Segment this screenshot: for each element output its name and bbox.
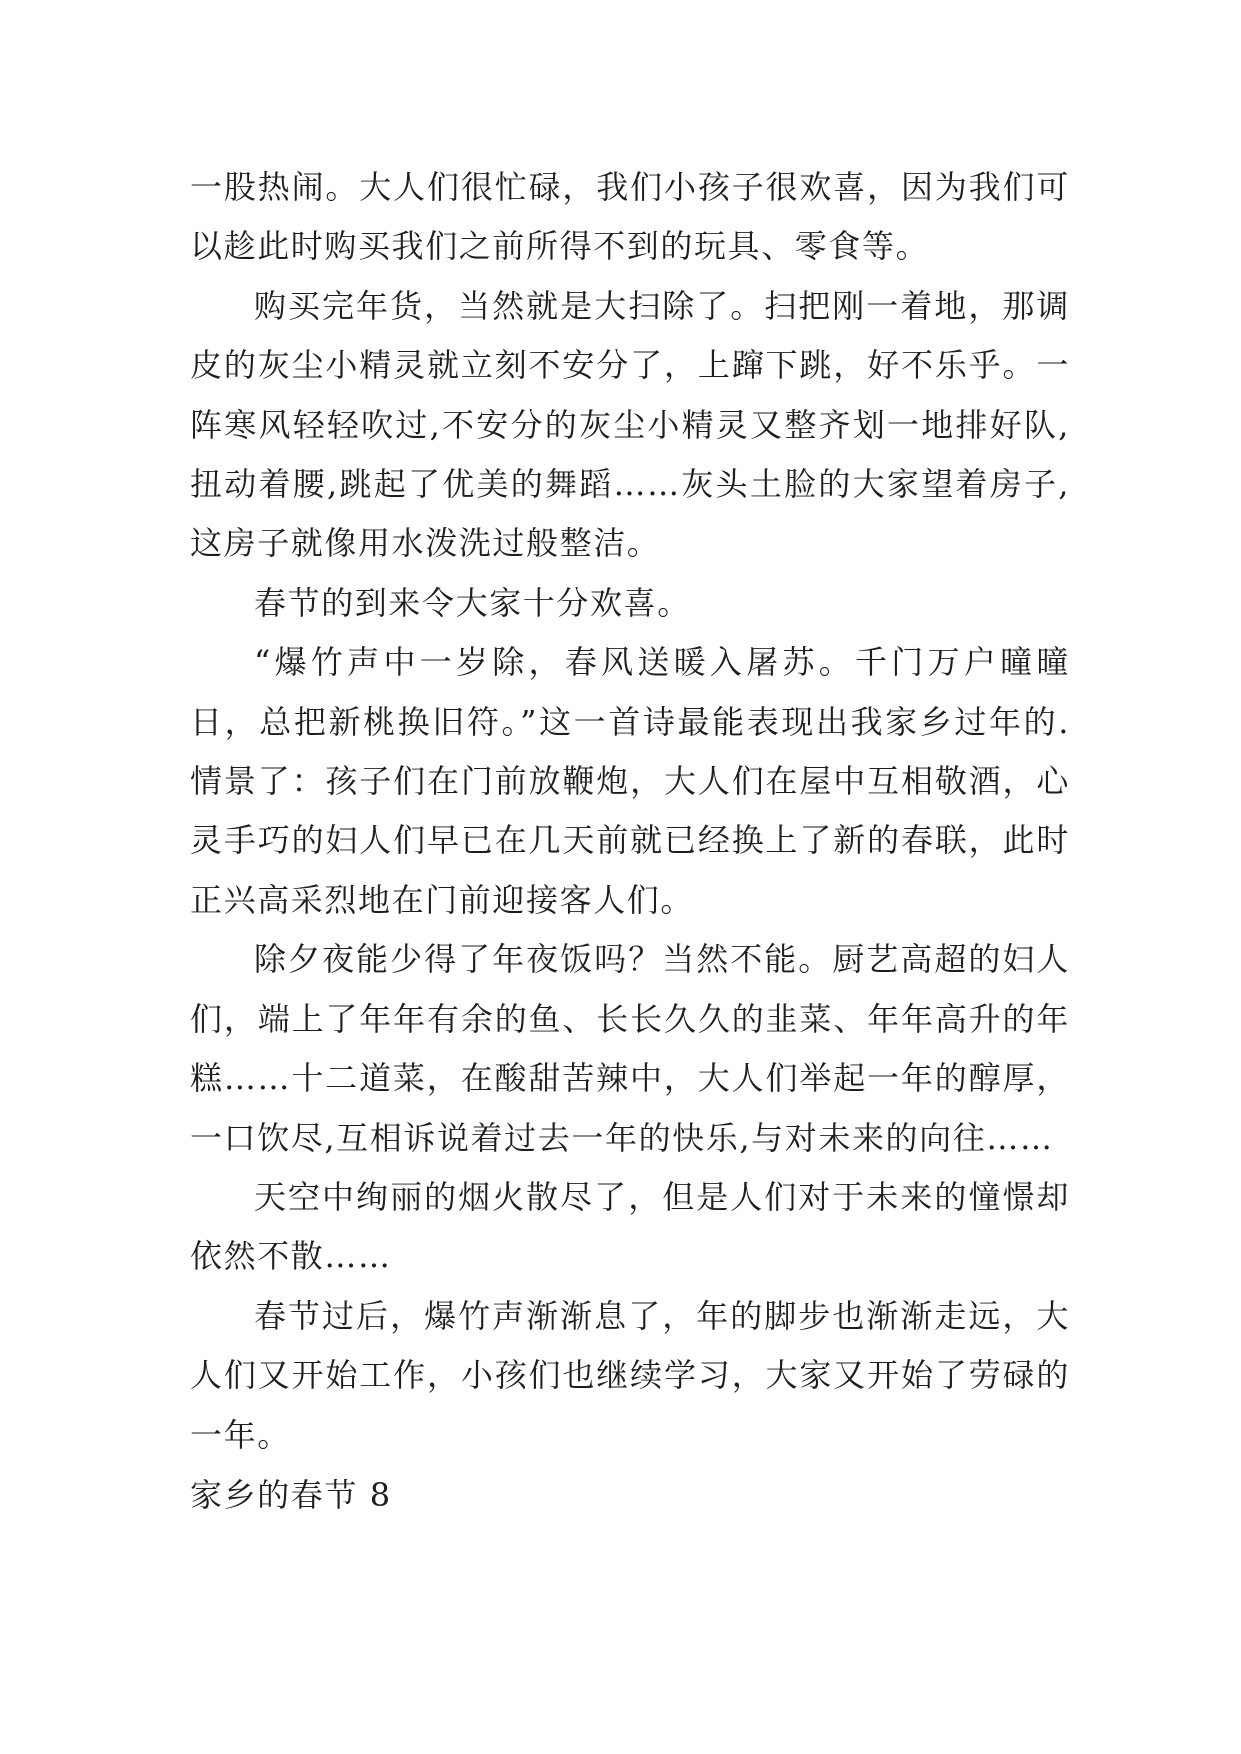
- section-heading: 家乡的春节 8: [190, 1476, 392, 1514]
- paragraph-3: 春节的到来令大家十分欢喜。: [254, 583, 691, 622]
- paragraph-4: “爆竹声中一岁除，春风送暖入屠苏。千门万户曈曈日，总把新桃换旧符。”这一首诗最能表现出我家乡过年的.情景了：孩子们在门前放鞭炮，大人们在屋中互相敬酒，心灵手巧的妇人们早已在几天前就已经换上了新的春联，此时正兴高采烈地在门前迎接客人们。: [190, 643, 1070, 919]
- paragraph-6: 天空中绚丽的烟火散尽了，但是人们对于未来的憧憬却依然不散……: [190, 1177, 1070, 1276]
- paragraph-2: 购买完年货，当然就是大扫除了。扫把刚一着地，那调皮的灰尘小精灵就立刻不安分了，上蹿下跳，好不乐乎。一阵寒风轻轻吹过,不安分的灰尘小精灵又整齐划一地排好队,扭动着腰,跳起了优美的舞蹈……灰头土脸的大家望着房子,这房子就像用水泼洗过般整洁。: [190, 286, 1070, 563]
- paragraph-1: 一股热闹。大人们很忙碌，我们小孩子很欢喜，因为我们可以趁此时购买我们之前所得不到的玩具、零食等。: [190, 168, 1070, 266]
- document-body: [190, 158, 1070, 1465]
- paragraph-5: 除夕夜能少得了年夜饭吗？当然不能。厨艺高超的妇人们，端上了年年有余的鱼、长长久久的韭菜、年年高升的年糕……十二道菜，在酸甜苦辣中，大人们举起一年的醇厚，一口饮尽,互相诉说着过去一年的快乐,与对未来的向往……: [190, 940, 1070, 1157]
- paragraph-7: 春节过后，爆竹声渐渐息了，年的脚步也渐渐走远，大人们又开始工作，小孩们也继续学习，大家又开始了劳碌的一年。: [190, 1296, 1070, 1454]
